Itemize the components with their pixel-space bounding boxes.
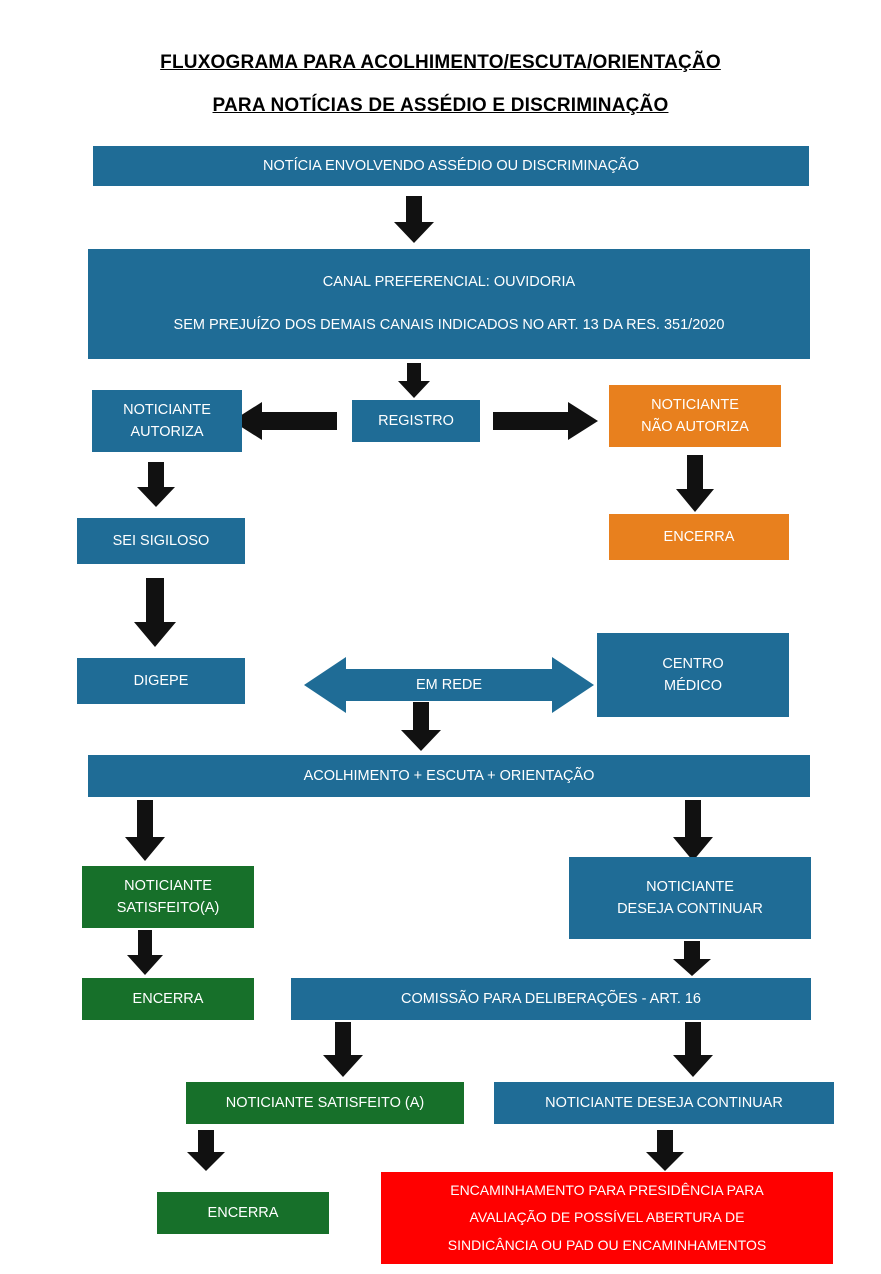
page-title-line-2: PARA NOTÍCIAS DE ASSÉDIO E DISCRIMINAÇÃO [212,95,669,116]
node-encerra-green-2 [157,1192,329,1234]
node-noticiante-deseja-line-2: DESEJA CONTINUAR [617,901,763,917]
node-centro-medico-line-1: CENTRO [662,655,724,672]
node-noticia [93,146,809,186]
arrow-down-satisfeito-2-to-encerra [186,1130,226,1172]
node-comissao-label: COMISSÃO PARA DELIBERAÇÕES - ART. 16 [400,990,702,1007]
node-centro-medico [597,633,789,717]
node-noticiante-deseja-2-label: NOTICIANTE DESEJA CONTINUAR [545,1094,783,1111]
arrow-down-nao-autoriza-to-encerra [675,455,715,513]
arrow-down-comissao-to-satisfeito-2 [322,1022,364,1078]
node-encaminhamento-line-2: AVALIAÇÃO DE POSSÍVEL ABERTURA DE [469,1209,745,1226]
node-encaminhamento-line-1: ENCAMINHAMENTO PARA PRESIDÊNCIA PARA [450,1181,764,1198]
node-canal-preferencial [88,249,810,359]
node-encerra-green-1-label: ENCERRA [132,990,204,1007]
arrow-left-registro-to-autoriza [232,400,338,442]
node-em-rede-label: EM REDE [415,676,483,693]
node-encerra-green-2-label: ENCERRA [207,1204,279,1221]
arrow-down-comissao-to-deseja-2 [672,1022,714,1078]
arrow-down-acolhimento-to-satisfeito [124,800,166,862]
arrow-down-em-rede-to-acolhimento [400,702,442,752]
node-noticiante-autoriza-line-1: NOTICIANTE [123,401,211,418]
node-noticiante-satisfeito [82,866,254,928]
node-acolhimento [88,755,810,797]
node-comissao [291,978,811,1020]
node-noticiante-satisfeito-2 [186,1082,464,1124]
node-canal-line-2: SEM PREJUÍZO DOS DEMAIS CANAIS INDICADOS NO ART. 13 DA RES. 351/2020 [173,317,725,334]
arrow-down-canal-to-registro [397,363,431,399]
node-encerra-orange-label: ENCERRA [663,528,735,545]
node-canal-line-1: CANAL PREFERENCIAL: OUVIDORIA [322,274,576,291]
node-noticiante-nao-autoriza-line-2: NÃO AUTORIZA [641,419,749,435]
node-noticia-label: NOTÍCIA ENVOLVENDO ASSÉDIO OU DISCRIMINAÇÃO [263,157,639,174]
node-encaminhamento-presidencia [381,1172,833,1264]
node-digepe [77,658,245,704]
node-noticiante-nao-autoriza-line-1: NOTICIANTE [651,396,739,413]
node-noticiante-autoriza [92,390,242,452]
arrow-down-deseja-2-to-encaminhamento [645,1130,685,1172]
arrow-down-noticia-to-canal [393,196,435,244]
page-title-line-1: FLUXOGRAMA PARA ACOLHIMENTO/ESCUTA/ORIENTAÇÃO [160,52,721,73]
node-acolhimento-label: ACOLHIMENTO + ESCUTA + ORIENTAÇÃO [303,767,595,784]
arrow-down-autoriza-to-sei [136,462,176,508]
arrow-right-registro-to-nao-autoriza [492,400,598,442]
node-noticiante-deseja-continuar [569,857,811,939]
node-encerra-orange [609,514,789,560]
node-noticiante-satisfeito-2-label: NOTICIANTE SATISFEITO (A) [225,1094,425,1111]
node-centro-medico-line-2: MÉDICO [664,678,722,694]
node-registro-label: REGISTRO [378,412,454,429]
node-noticiante-nao-autoriza [609,385,781,447]
node-encerra-green-1 [82,978,254,1020]
node-noticiante-deseja-2 [494,1082,834,1124]
node-noticiante-satisfeito-line-2: SATISFEITO(A) [116,900,220,916]
node-encaminhamento-line-3: SINDICÂNCIA OU PAD OU ENCAMINHAMENTOS [447,1236,767,1253]
arrow-down-acolhimento-to-deseja [672,800,714,862]
node-noticiante-satisfeito-line-1: NOTICIANTE [124,877,212,894]
arrow-down-sei-to-digepe [133,578,177,648]
arrow-down-satisfeito-to-encerra [126,930,164,976]
node-sei-sigiloso-label: SEI SIGILOSO [112,532,210,549]
node-noticiante-deseja-line-1: NOTICIANTE [646,878,734,895]
node-noticiante-autoriza-line-2: AUTORIZA [130,424,204,440]
arrow-down-deseja-to-comissao [672,941,712,977]
node-registro [352,400,480,442]
node-digepe-label: DIGEPE [133,672,189,689]
node-em-rede [364,668,534,702]
node-sei-sigiloso [77,518,245,564]
